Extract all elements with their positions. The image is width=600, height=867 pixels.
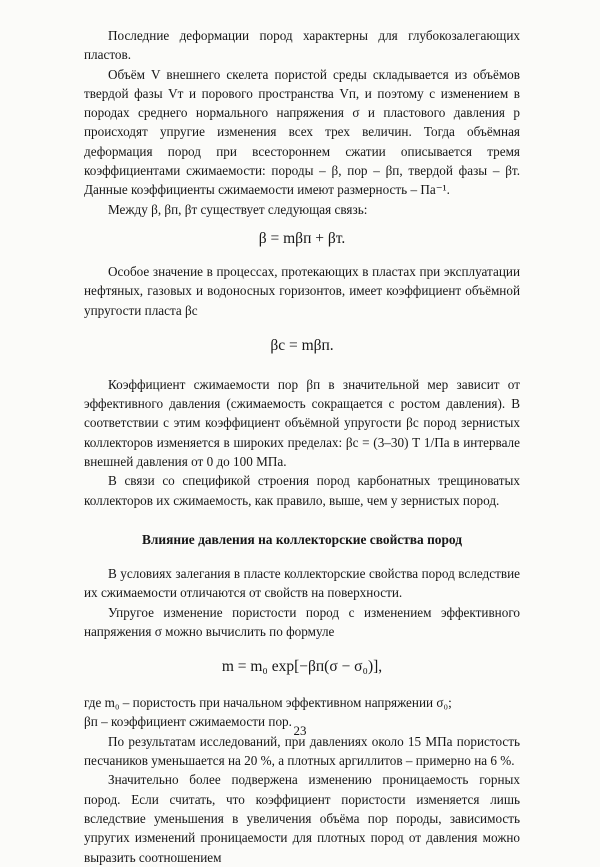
paragraph-3: Между β, βп, βт существует следующая связь: xyxy=(108,201,368,217)
paragraph-7: В условиях залегания в пласте коллекторские свойства пород вследствие их сжимаемости отличаются от свойств на поверхности. xyxy=(84,565,520,601)
paragraph-12: Значительно более подвержена изменению проницаемость горных пород. Если считать, что коэффициент пористости изменяется лишь вследствие уменьшения в увеличения объёма пор породы, зависимость упругих изменений проницаемости для плотных пород от давления можно выразить соотношением xyxy=(84,772,520,865)
paragraph-4: Особое значение в процессах, протекающих в пластах при эксплуатации нефтяных, газовых и водоносных горизонтов, имеет коэффициент объёмной упругости пласта βс xyxy=(84,263,520,318)
paragraph-5: Коэффициент сжимаемости пор βп в значительной мер зависит от эффективного давления (сжимаемость сокращается с ростом давления). В соответствии с этим коэффициент объёмной упругости βс пород зернистых коллекторов изменяется в широких пределах: βс = (3–30) Т 1/Па в интервале внешней давления от 0 до 100 МПа. xyxy=(84,376,520,470)
paragraph-2: Объём V внешнего скелета пористой среды складывается из объёмов твердой фазы Vт и порового пространства Vп, и поэтому с изменением в породах среднего нормального напряжения σ и пластового давления p происходят упругие изменения всех трех величин. Тогда объёмная деформация пород при всестороннем сжатии описывается тремя коэффициентами сжимаемости: породы – β, пор – βп, твердой фазы – βт. Данные коэффициенты сжимаемости имеют размерность – Па⁻¹. xyxy=(84,66,520,198)
paragraph-9: где m₀ – пористость при начальном эффективном напряжении σ₀; xyxy=(84,695,452,711)
formula-3: m = m₀ exp[−βп(σ − σ₀)], xyxy=(221,658,383,676)
section-heading: Влияние давления на коллекторские свойства пород xyxy=(141,531,463,547)
paragraph-6: В связи со спецификой строения пород карбонатных трещиноватых коллекторов их сжимаемость, как правило, выше, чем у зернистых пород. xyxy=(84,473,520,508)
page-number: 23 xyxy=(293,723,307,738)
paragraph-10: βп – коэффициент сжимаемости пор. xyxy=(84,714,292,730)
formula-2: βс = mβп. xyxy=(270,336,334,354)
paragraph-1: Последние деформации пород характерны для глубокозалегающих пластов. xyxy=(84,28,520,63)
paragraph-8: Упругое изменение пористости пород с изменением эффективного напряжения σ можно вычислить по формуле xyxy=(84,604,520,639)
formula-1: β = mβп + βт. xyxy=(258,229,346,247)
paragraph-11: По результатам исследований, при давлениях около 15 МПа пористость песчаников уменьшается на 20 %, а плотных аргиллитов – примерно на 6 %. xyxy=(84,733,520,769)
